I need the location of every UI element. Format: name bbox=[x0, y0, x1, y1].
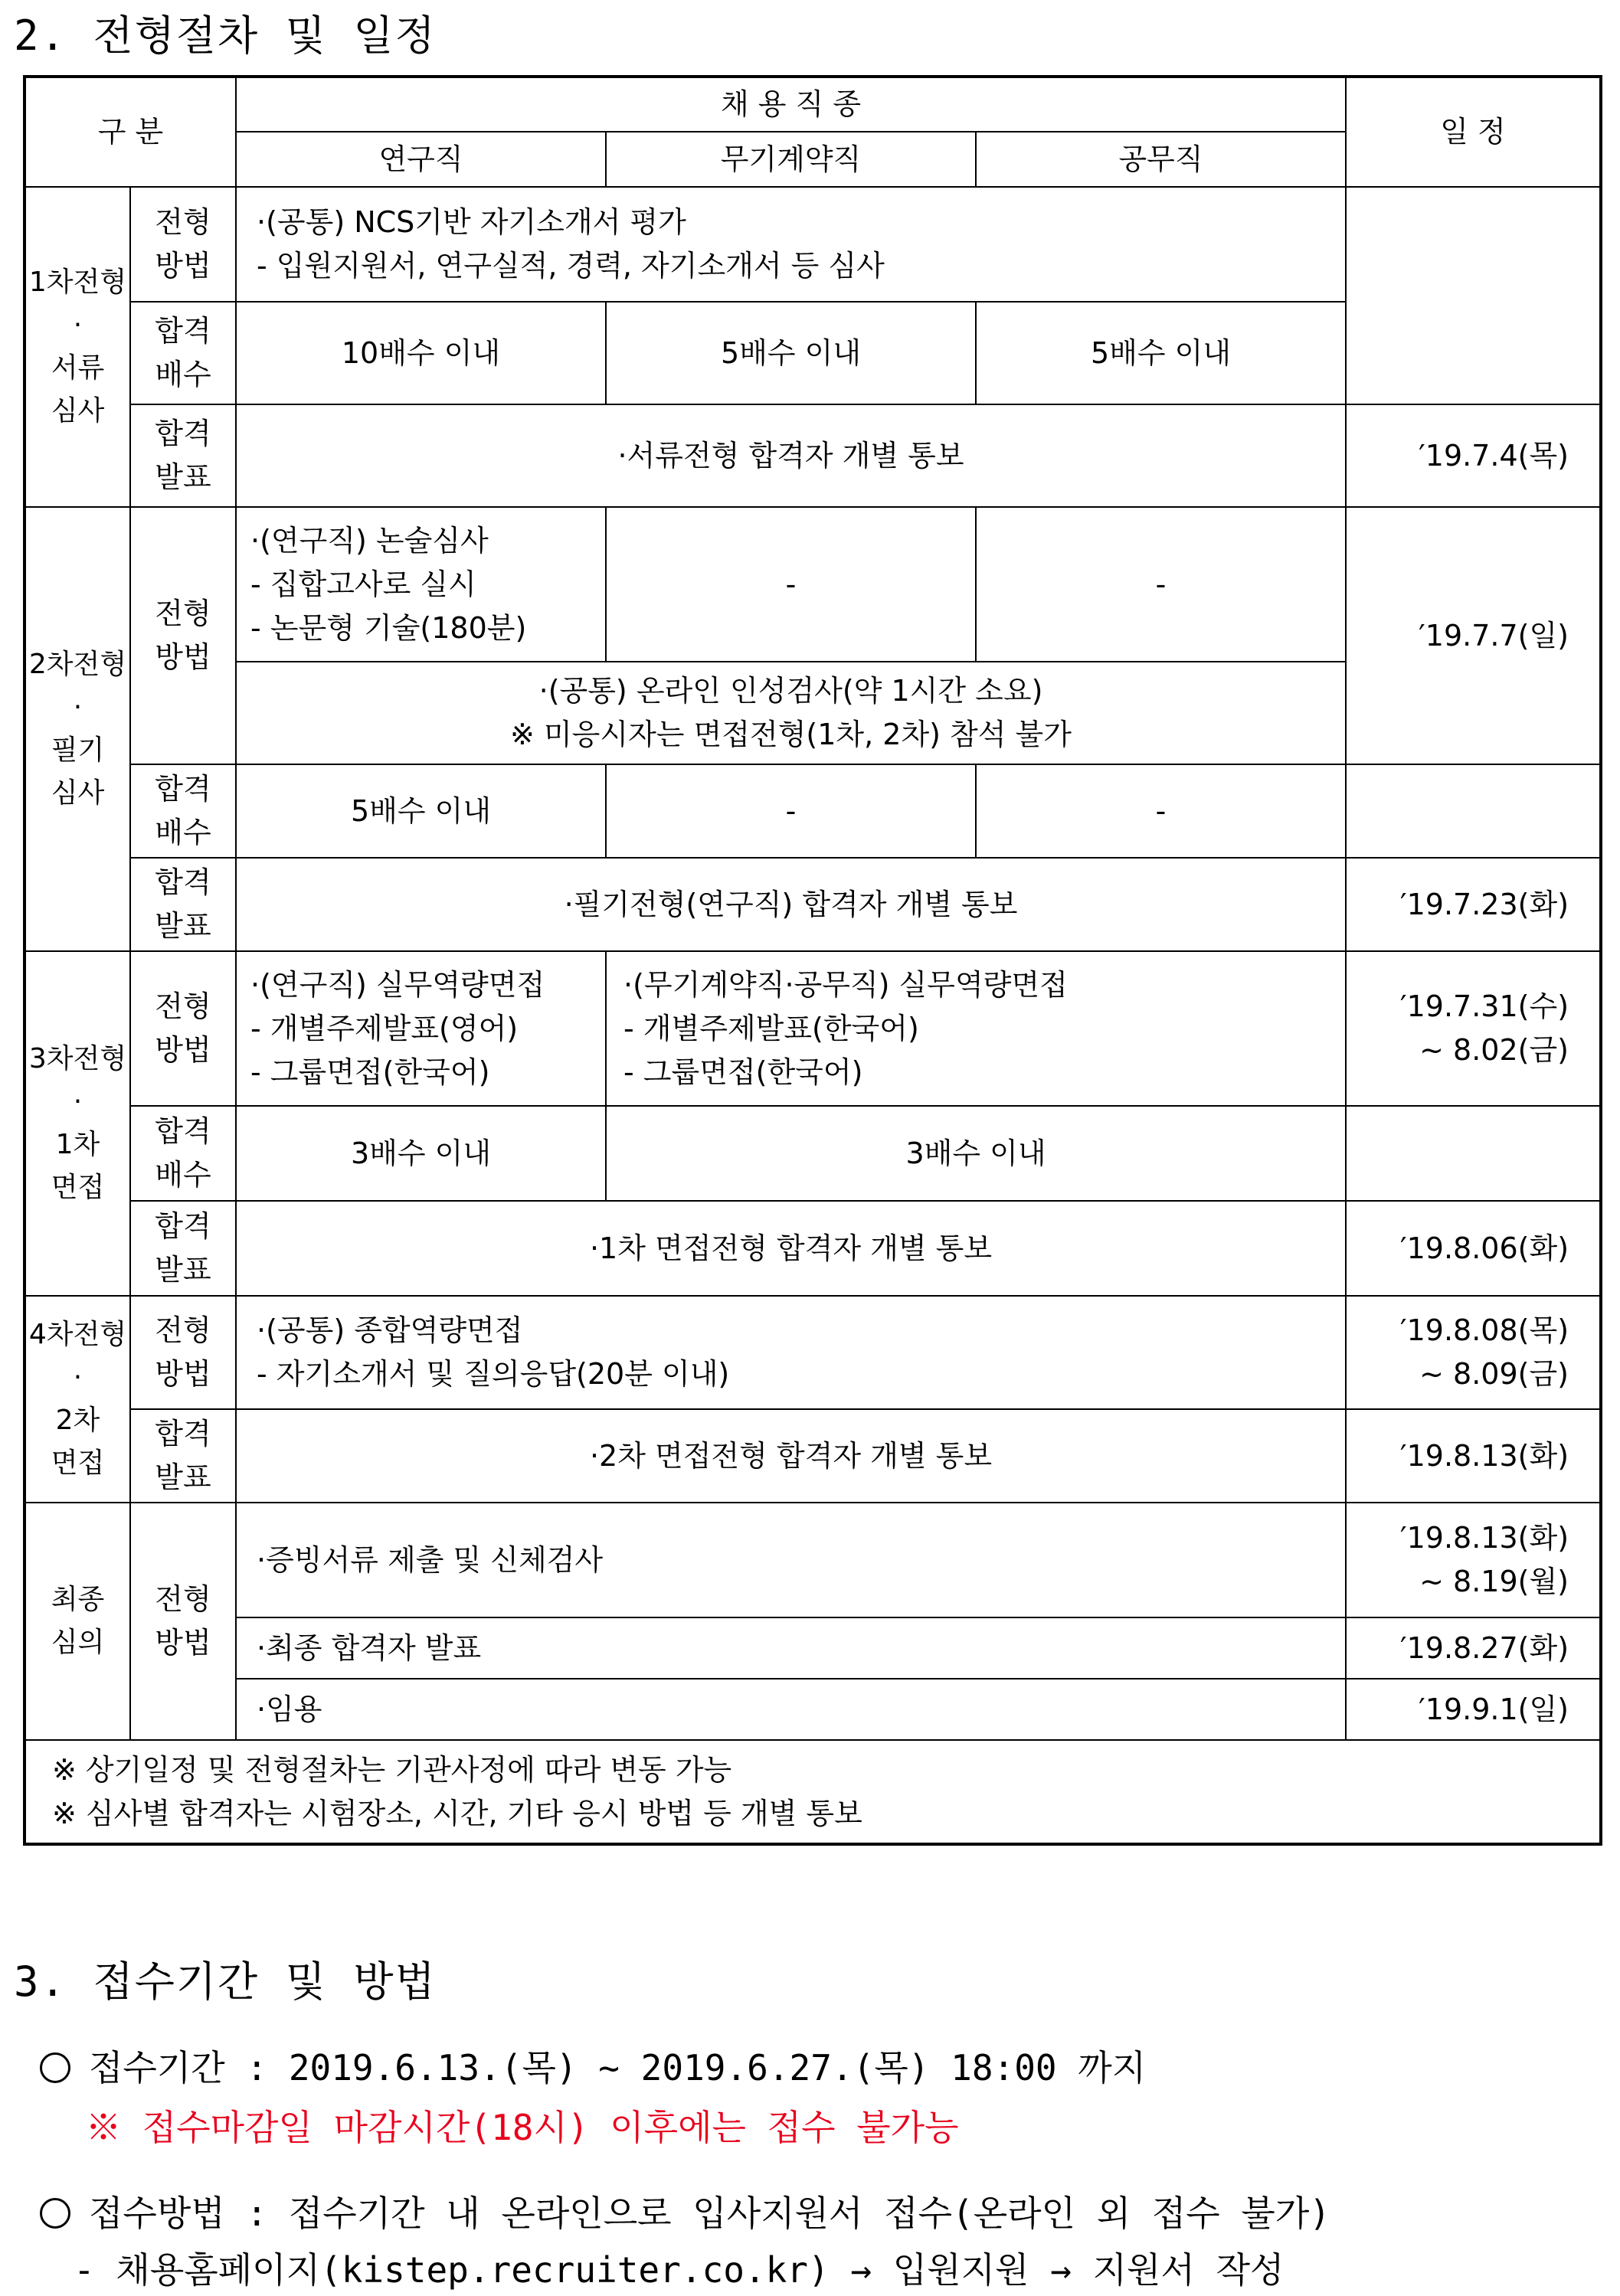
stage4-announce-label: 합격 발표 bbox=[130, 1409, 236, 1503]
stage3-announce-label: 합격 발표 bbox=[130, 1201, 236, 1296]
stage1-method-label: 전형 방법 bbox=[130, 187, 236, 302]
stage1-announce-label: 합격 발표 bbox=[130, 404, 236, 507]
stage2-ratio-label: 합격 배수 bbox=[130, 764, 236, 858]
stage2-name: 2차전형 · 필기 심사 bbox=[25, 507, 130, 951]
stage4-name: 4차전형 · 2차 면접 bbox=[25, 1296, 130, 1503]
stage1-method-date bbox=[1346, 187, 1601, 404]
stage3-ratio-date bbox=[1346, 1106, 1601, 1201]
final-item-2-date: ′19.8.27(화) bbox=[1346, 1617, 1601, 1679]
header-col-contract: 무기계약직 bbox=[606, 132, 976, 187]
stage2-ratio-date bbox=[1346, 764, 1601, 858]
header-category: 구 분 bbox=[25, 77, 236, 187]
stage1-method: ·(공통) NCS기반 자기소개서 평가 - 입원지원서, 연구실적, 경력, 자기소개서 등 심사 bbox=[236, 187, 1346, 302]
stage3-announce-date: ′19.8.06(화) bbox=[1346, 1201, 1601, 1296]
stage1-ratio-label: 합격 배수 bbox=[130, 302, 236, 404]
final-item-2: ·최종 합격자 발표 bbox=[236, 1617, 1346, 1679]
header-job-types: 채 용 직 종 bbox=[236, 77, 1346, 132]
stage3-ratio-research: 3배수 이내 bbox=[236, 1106, 606, 1201]
stage2-announce: ·필기전형(연구직) 합격자 개별 통보 bbox=[236, 858, 1346, 951]
stage2-ratio-research: 5배수 이내 bbox=[236, 764, 606, 858]
final-method-label: 전형 방법 bbox=[130, 1503, 236, 1740]
final-item-3: ·임용 bbox=[236, 1679, 1346, 1740]
stage1-ratio-contract: 5배수 이내 bbox=[606, 302, 976, 404]
stage2-method-contract: - bbox=[606, 507, 976, 662]
stage4-announce-date: ′19.8.13(화) bbox=[1346, 1409, 1601, 1503]
stage2-ratio-public: - bbox=[976, 764, 1346, 858]
stage2-method-date: ′19.7.7(일) bbox=[1346, 507, 1601, 764]
note-2: ※ 심사별 합격자는 시험장소, 시간, 기타 응시 방법 등 개별 통보 bbox=[52, 1796, 862, 1830]
stage3-method-date: ′19.7.31(수) ~ 8.02(금) bbox=[1346, 951, 1601, 1106]
final-item-3-date: ′19.9.1(일) bbox=[1346, 1679, 1601, 1740]
method-text: 접수방법 : 접수기간 내 온라인으로 입사지원서 접수(온라인 외 접수 불가) bbox=[89, 2193, 1330, 2234]
schedule-table bbox=[23, 75, 1602, 1846]
stage2-method-common: ·(공통) 온라인 인성검사(약 1시간 소요) ※ 미응시자는 면접전형(1차, 2차) 참석 불가 bbox=[236, 662, 1346, 764]
stage3-method-other: ·(무기계약직·공무직) 실무역량면접 - 개별주제발표(한국어) - 그룹면접(한국어) bbox=[606, 951, 1346, 1106]
stage2-announce-date: ′19.7.23(화) bbox=[1346, 858, 1601, 951]
final-item-1-date: ′19.8.13(화) ~ 8.19(월) bbox=[1346, 1503, 1601, 1617]
note-1: ※ 상기일정 및 전형절차는 기관사정에 따라 변동 가능 bbox=[52, 1752, 732, 1787]
header-col-research: 연구직 bbox=[236, 132, 606, 187]
stage4-method: ·(공통) 종합역량면접 - 자기소개서 및 질의응답(20분 이내) bbox=[236, 1296, 1346, 1409]
stage3-method-label: 전형 방법 bbox=[130, 951, 236, 1106]
header-schedule: 일 정 bbox=[1346, 77, 1601, 187]
stage2-method-research: ·(연구직) 논술심사 - 집합고사로 실시 - 논문형 기술(180분) bbox=[236, 507, 606, 662]
stage4-announce: ·2차 면접전형 합격자 개별 통보 bbox=[236, 1409, 1346, 1503]
period-warning: ※ 접수마감일 마감시간(18시) 이후에는 접수 불가능 bbox=[86, 2107, 959, 2148]
stage3-ratio-label: 합격 배수 bbox=[130, 1106, 236, 1201]
stage2-ratio-contract: - bbox=[606, 764, 976, 858]
method-line bbox=[40, 2186, 1330, 2236]
section-2-title: 2. 전형절차 및 일정 bbox=[14, 11, 437, 60]
stage1-announce: ·서류전형 합격자 개별 통보 bbox=[236, 404, 1346, 507]
stage3-name: 3차전형 · 1차 면접 bbox=[25, 951, 130, 1296]
header-col-public: 공무직 bbox=[976, 132, 1346, 187]
method-detail: - 채용홈페이지(kistep.recruiter.co.kr) → 입원지원 → 지원서 작성 bbox=[74, 2249, 1285, 2291]
stage1-name: 1차전형 · 서류 심사 bbox=[25, 187, 130, 507]
circle-bullet-icon bbox=[40, 2198, 70, 2229]
final-name: 최종 심의 bbox=[25, 1503, 130, 1740]
stage1-ratio-public: 5배수 이내 bbox=[976, 302, 1346, 404]
stage2-announce-label: 합격 발표 bbox=[130, 858, 236, 951]
stage4-method-date: ′19.8.08(목) ~ 8.09(금) bbox=[1346, 1296, 1601, 1409]
stage3-announce: ·1차 면접전형 합격자 개별 통보 bbox=[236, 1201, 1346, 1296]
circle-bullet-icon bbox=[40, 2052, 70, 2083]
stage3-method-research: ·(연구직) 실무역량면접 - 개별주제발표(영어) - 그룹면접(한국어) bbox=[236, 951, 606, 1106]
stage4-method-label: 전형 방법 bbox=[130, 1296, 236, 1409]
stage2-method-public: - bbox=[976, 507, 1346, 662]
period-line bbox=[40, 2040, 1146, 2091]
table-notes bbox=[25, 1740, 1601, 1844]
stage2-method-label: 전형 방법 bbox=[130, 507, 236, 764]
final-item-1: ·증빙서류 제출 및 신체검사 bbox=[236, 1503, 1346, 1617]
stage3-ratio-other: 3배수 이내 bbox=[606, 1106, 1346, 1201]
period-text: 접수기간 : 2019.6.13.(목) ~ 2019.6.27.(목) 18:00 까지 bbox=[89, 2047, 1147, 2088]
stage1-announce-date: ′19.7.4(목) bbox=[1346, 404, 1601, 507]
stage1-ratio-research: 10배수 이내 bbox=[236, 302, 606, 404]
section-3-title: 3. 접수기간 및 방법 bbox=[14, 1957, 437, 2006]
